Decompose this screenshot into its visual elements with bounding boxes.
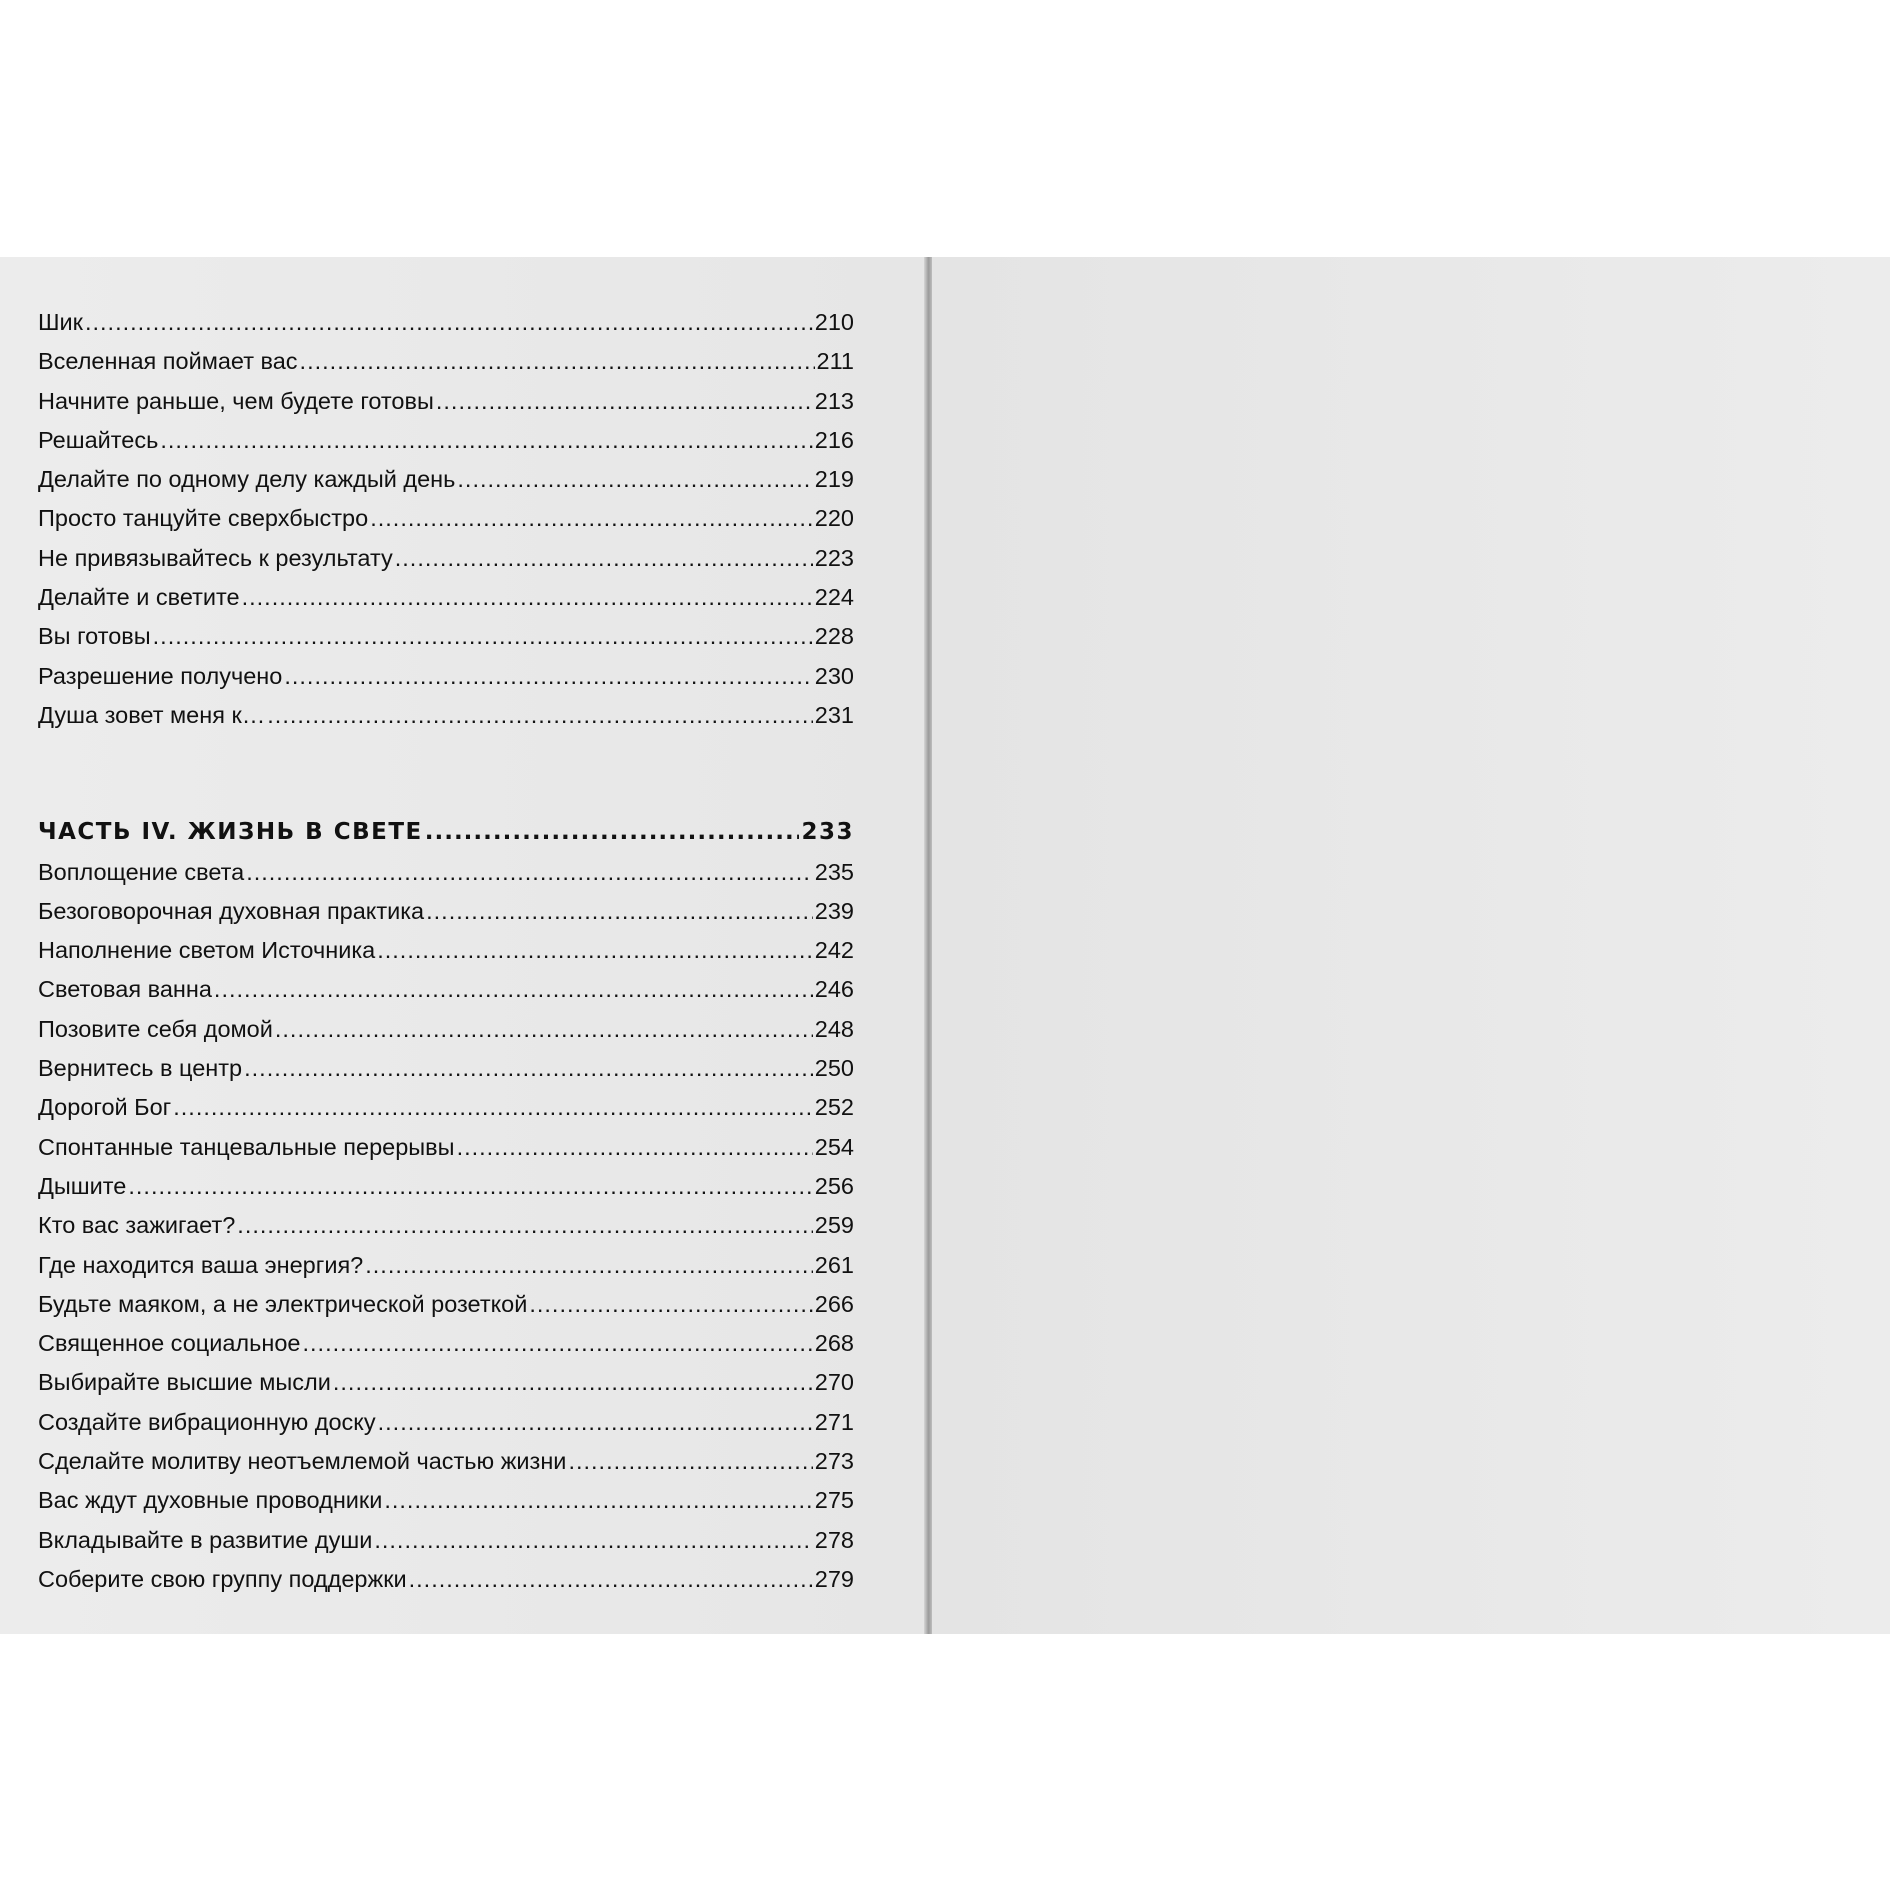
entry-title: Будьте маяком, а не электрической розеткой [38,1290,528,1317]
entry-page-number: 242 [814,937,854,964]
dot-leader [214,970,813,1009]
entry-page-number: 254 [814,1133,854,1160]
entry-page-number: 248 [814,1015,854,1042]
dot-leader [300,342,815,381]
dot-leader [568,1442,812,1481]
toc-entry [38,1403,854,1442]
entry-page-number: 256 [814,1172,854,1199]
entry-page-number: 239 [814,897,854,924]
dot-leader [237,1206,812,1245]
entry-title: Создайте вибрационную доску [38,1408,376,1435]
dot-leader [395,539,813,578]
dot-leader [173,1088,813,1127]
dot-leader [85,303,813,342]
toc-entry [38,1363,854,1402]
dot-leader [244,1049,813,1088]
dot-leader [370,499,813,538]
toc-entry [38,617,854,656]
entry-page-number: 252 [814,1094,854,1121]
right-page [932,257,1890,1634]
toc-entry [38,970,854,1009]
entry-title: Световая ванна [38,976,212,1003]
toc-entry [38,1167,854,1206]
entry-title: Не привязывайтесь к результату [38,544,393,571]
entry-page-number: 275 [814,1487,854,1514]
toc-entry [38,421,854,460]
entry-title: Соберите свою группу поддержки [38,1565,407,1592]
entry-page-number: 235 [814,858,854,885]
entry-page-number: 223 [814,544,854,571]
entry-page-number: 278 [814,1526,854,1553]
toc-entry [38,1088,854,1127]
toc-entry [38,499,854,538]
entry-title: Сделайте молитву неотъемлемой частью жизни [38,1448,567,1475]
left-toc-entries-before [38,303,854,735]
dot-leader [457,1128,813,1167]
entry-title: Где находится ваша энергия? [38,1251,364,1278]
dot-leader [457,460,812,499]
dot-leader [365,1246,813,1285]
toc-entry [38,303,854,342]
part-title: ЧАСТЬ IV. ЖИЗНЬ В СВЕТЕ [38,819,423,846]
toc-entry [38,1442,854,1481]
left-toc [38,303,854,1599]
part-page-number: 233 [801,819,854,846]
dot-leader [153,617,813,656]
toc-entry [38,1521,854,1560]
entry-page-number: 224 [814,584,854,611]
entry-title: Решайтесь [38,426,159,453]
toc-entry [38,1049,854,1088]
left-page [0,257,926,1634]
entry-title: Просто танцуйте сверхбыстро [38,505,369,532]
entry-page-number: 268 [814,1330,854,1357]
entry-title: Вас ждут духовные проводники [38,1487,383,1514]
toc-entry [38,657,854,696]
entry-title: Воплощение света [38,858,245,885]
left-toc-entries-after [38,853,854,1600]
entry-page-number: 220 [814,505,854,532]
entry-title: Шик [38,309,83,335]
dot-leader [246,853,813,892]
toc-entry [38,342,854,381]
entry-page-number: 230 [814,662,854,689]
toc-entry [38,539,854,578]
dot-leader [160,421,812,460]
dot-leader [377,931,813,970]
entry-page-number: 213 [814,387,854,414]
dot-leader [275,1010,813,1049]
entry-title: Делайте и светите [38,584,240,611]
toc-entry [38,892,854,931]
toc-entry [38,460,854,499]
entry-page-number: 271 [814,1408,854,1435]
book-spread [0,257,1890,1634]
dot-leader [128,1167,812,1206]
dot-leader [242,578,813,617]
toc-entry [38,578,854,617]
entry-page-number: 270 [814,1369,854,1396]
entry-title: Разрешение получено [38,662,283,689]
toc-entry [38,1285,854,1324]
dot-leader [284,657,812,696]
entry-title: Безоговорочная духовная практика [38,897,425,924]
toc-entry [38,1206,854,1245]
entry-title: Наполнение светом Источника [38,937,376,964]
toc-entry [38,382,854,421]
entry-title: Кто вас зажигает? [38,1212,236,1239]
entry-page-number: 228 [814,623,854,650]
toc-entry [38,1246,854,1285]
entry-page-number: 211 [816,348,854,375]
entry-page-number: 246 [814,976,854,1003]
entry-title: Делайте по одному делу каждый день [38,466,456,493]
entry-title: Вы готовы [38,623,151,650]
dot-leader [436,382,813,421]
dot-leader [409,1560,813,1599]
dot-leader [378,1403,813,1442]
entry-title: Душа зовет меня к… [38,701,266,728]
dot-leader [425,813,800,852]
dot-leader [374,1521,812,1560]
toc-entry [38,853,854,892]
dot-leader [333,1363,813,1402]
toc-entry [38,1560,854,1599]
toc-entry [38,1324,854,1363]
dot-leader [384,1481,812,1520]
entry-title: Вернитесь в центр [38,1055,243,1082]
entry-page-number: 231 [814,701,854,728]
entry-title: Вселенная поймает вас [38,348,298,375]
entry-title: Дорогой Бог [38,1094,172,1121]
toc-entry [38,1010,854,1049]
toc-entry [38,931,854,970]
entry-page-number: 266 [814,1290,854,1317]
entry-title: Вкладывайте в развитие души [38,1526,373,1553]
dot-leader [267,696,813,735]
entry-page-number: 210 [814,309,854,335]
toc-entry [38,1481,854,1520]
dot-leader [529,1285,812,1324]
entry-title: Дышите [38,1172,127,1199]
part-heading-iv [38,813,854,852]
entry-page-number: 259 [814,1212,854,1239]
entry-title: Начните раньше, чем будете готовы [38,387,434,414]
toc-entry [38,696,854,735]
section-gap [38,735,854,813]
entry-title: Позовите себя домой [38,1015,273,1042]
entry-page-number: 219 [814,466,854,493]
dot-leader [426,892,813,931]
entry-title: Выбирайте высшие мысли [38,1369,331,1396]
entry-page-number: 273 [814,1448,854,1475]
toc-entry [38,1128,854,1167]
entry-title: Спонтанные танцевальные перерывы [38,1133,455,1160]
entry-page-number: 250 [814,1055,854,1082]
entry-page-number: 216 [814,426,854,453]
entry-title: Священное социальное [38,1330,301,1357]
dot-leader [303,1324,813,1363]
entry-page-number: 261 [814,1251,854,1278]
entry-page-number: 279 [814,1565,854,1592]
